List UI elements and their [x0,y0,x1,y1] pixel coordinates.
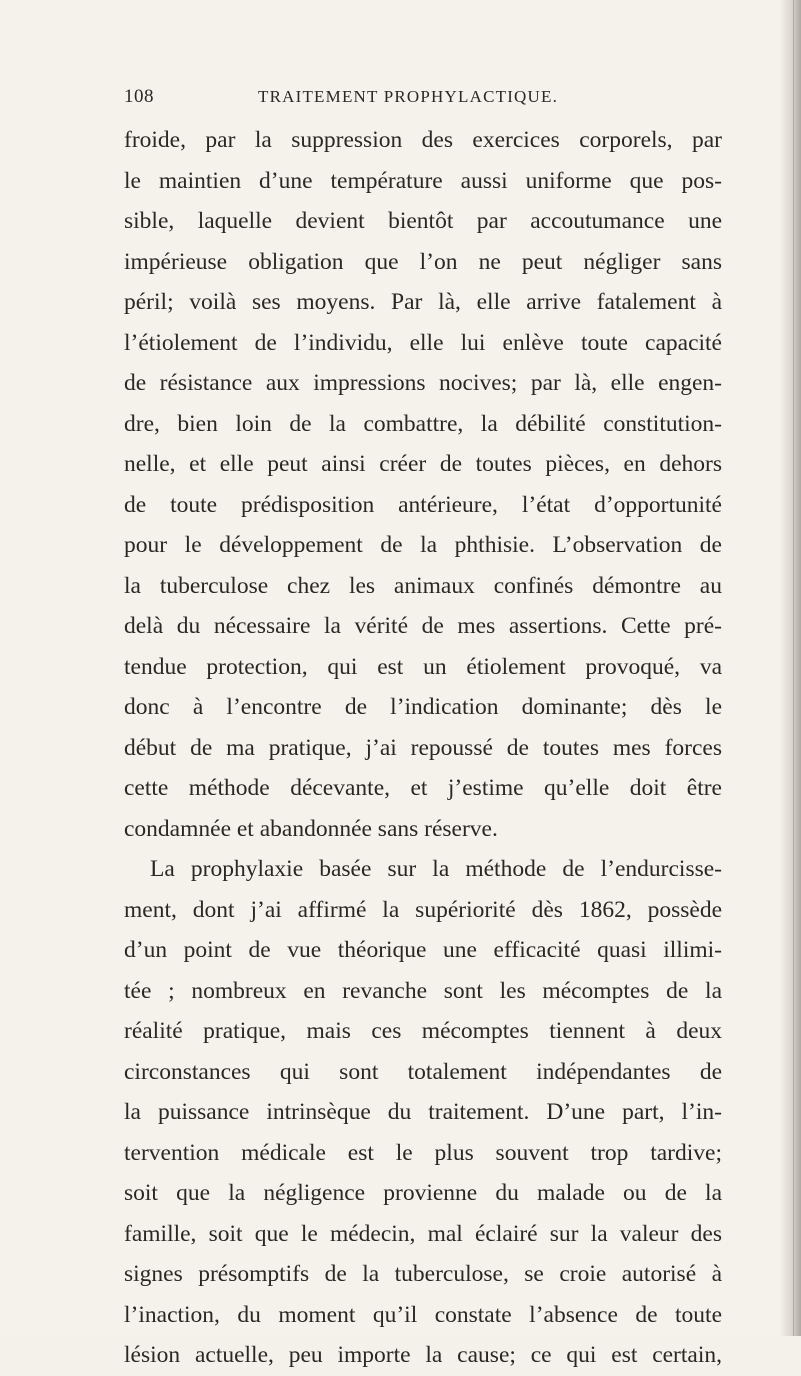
text-line: tée ; nombreux en revanche sont les mécomptes de la [124,977,722,1004]
text-line: réalité pratique, mais ces mécomptes tiennent à deux [124,1018,722,1044]
text-line: soit que la négligence provienne du malade ou de la [124,1180,722,1206]
text-line: froide, par la suppression des exercices corporels, par [124,127,722,153]
text-line: lésion actuelle, peu importe la cause; ce qui est certain, [124,1342,722,1368]
text-line: impérieuse obligation que l’on ne peut négliger sans [124,248,722,275]
body-text [124,120,722,1376]
text-line: ment, dont j’ai affirmé la supériorité dès 1862, possède [124,896,722,923]
text-line: circonstances qui sont totalement indépendantes de [124,1058,722,1085]
paragraph-start-line: La prophylaxie basée sur la méthode de l’endurcisse- [150,856,722,882]
page-edge-line [793,0,794,1336]
paragraph-end-line: condamnée et abandonnée sans réserve. [124,815,498,842]
text-line: tervention médicale est le plus souvent trop tardive; [124,1139,722,1166]
text-line: péril; voilà ses moyens. Par là, elle arrive fatalement à [124,289,722,315]
text-line: famille, soit que le médecin, mal éclairé sur la valeur des [124,1220,722,1247]
text-line: de résistance aux impressions nocives; par là, elle engen- [124,370,722,396]
text-line: dre, bien loin de la combattre, la débilité constitution- [124,410,722,437]
text-line: tendue protection, qui est un étiolement provoqué, va [124,653,722,680]
text-line: nelle, et elle peut ainsi créer de toutes pièces, en dehors [124,451,722,477]
text-line: de toute prédisposition antérieure, l’état d’opportunité [124,491,722,518]
running-header [124,86,722,114]
text-line: signes présomptifs de la tuberculose, se croie autorisé à [124,1261,722,1287]
text-line: cette méthode décevante, et j’estime qu’elle doit être [124,775,722,801]
running-title: TRAITEMENT PROPHYLACTIQUE. [258,87,559,106]
text-line: donc à l’encontre de l’indication dominante; dès le [124,694,722,720]
text-line: début de ma pratique, j’ai repoussé de toutes mes forces [124,734,722,761]
text-line: la puissance intrinsèque du traitement. D’une part, l’in- [124,1099,722,1125]
text-line: l’étiolement de l’individu, elle lui enlève toute capacité [124,329,722,356]
page-number: 108 [124,86,154,107]
text-line: le maintien d’une température aussi uniforme que pos- [124,167,722,194]
text-line: d’un point de vue théorique une efficacité quasi illimi- [124,937,722,963]
text-line: delà du nécessaire la vérité de mes assertions. Cette pré- [124,613,722,639]
text-line: l’inaction, du moment qu’il constate l’absence de toute [124,1301,722,1328]
text-line: la tuberculose chez les animaux confinés démontre au [124,572,722,599]
text-line: sible, laquelle devient bientôt par accoutumance une [124,208,722,234]
page-edge-shadow [779,0,801,1336]
text-line: pour le développement de la phthisie. L’observation de [124,532,722,558]
